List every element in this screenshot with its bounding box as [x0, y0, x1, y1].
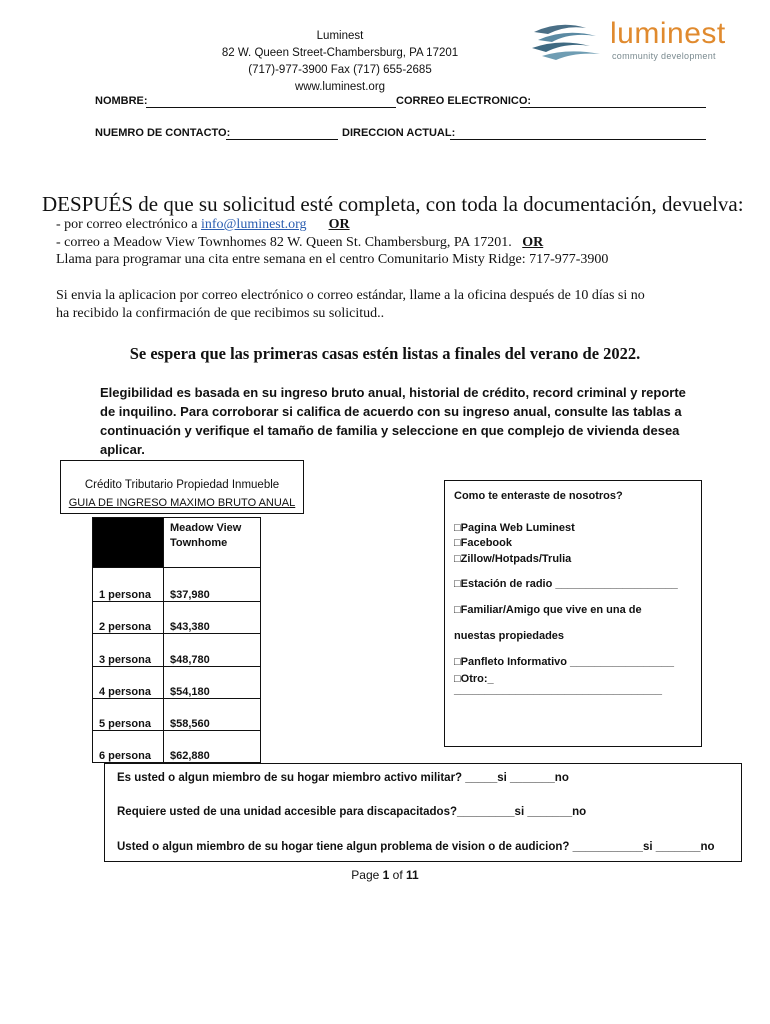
instructions-heading: DESPUÉS de que su solicitud esté completa, con toda la documentación, devuelva:: [42, 192, 744, 216]
option-zillow[interactable]: □Zillow/Hotpads/Trulia: [454, 553, 572, 565]
income-guide-subtitle: GUIA DE INGRESO MAXIMO BRUTO ANUAL: [68, 497, 296, 509]
page-number: [0, 868, 770, 882]
contact-label: NUEMRO DE CONTACTO:: [95, 127, 231, 139]
income-guide-box: [60, 460, 304, 514]
option-facebook[interactable]: □Facebook: [454, 537, 512, 549]
page-current: 1: [382, 868, 390, 882]
questions-box: [104, 763, 742, 862]
instruction-mail-line: [56, 234, 543, 252]
instruction-para-1: Si envia la aplicacion por correo electrónico o correo estándar, llame a la oficina después de 10 días si no: [56, 288, 645, 303]
table-row: [93, 602, 261, 634]
persons-cell: 1 persona: [93, 568, 164, 602]
page-prefix: Page: [351, 868, 383, 882]
amount-cell: $48,780: [164, 634, 261, 667]
table-row: [93, 634, 261, 667]
question-military[interactable]: Es usted o algun miembro de su hogar miembro activo militar? _____si _______no: [117, 772, 569, 784]
eligibility-text: Elegibilidad es basada en su ingreso bruto anual, historial de crédito, record criminal y reporte de inquilino. Para corroborar si califica de acuerdo con su ingreso anual, consulte las tablas a continuación y verifique el tamaño de familia y seleccione en que complejo de vivienda desea aplicar.: [100, 385, 686, 457]
option-friend[interactable]: □Familiar/Amigo que vive en una de: [454, 604, 642, 616]
table-corner: [93, 518, 164, 568]
question-vision-hearing[interactable]: Usted o algun miembro de su hogar tiene algun problema de vision o de audicion? ___________si _______no: [117, 841, 715, 853]
option-radio[interactable]: □Estación de radio ____________________: [454, 578, 678, 590]
address-label: DIRECCION ACTUAL:: [342, 127, 456, 139]
or-label: OR: [522, 235, 544, 250]
email-link[interactable]: info@luminest.org: [200, 217, 307, 232]
persons-cell: 4 persona: [93, 667, 164, 699]
instruction-phone-line: Llama para programar una cita entre semana en el centro Comunitario Misty Ridge: 717-977-3900: [56, 252, 609, 267]
table-row: [93, 699, 261, 731]
email-prefix: - por correo electrónico a: [56, 217, 201, 232]
org-phones: (717)-977-3900 Fax (717) 655-2685: [248, 64, 432, 76]
persons-cell: 6 persona: [93, 731, 164, 763]
amount-cell: $54,180: [164, 667, 261, 699]
instruction-email-line: [56, 216, 350, 234]
persons-cell: 5 persona: [93, 699, 164, 731]
address-field[interactable]: [450, 139, 706, 140]
mail-text: - correo a Meadow View Townhomes 82 W. Queen St. Chambersburg, PA 17201.: [56, 235, 512, 250]
income-guide-title: Crédito Tributario Propiedad Inmueble: [84, 479, 280, 491]
amount-cell: $43,380: [164, 602, 261, 634]
contact-field[interactable]: [226, 139, 338, 140]
column-header: Meadow View Townhome: [164, 518, 261, 568]
other-line[interactable]: __________________________________: [454, 684, 663, 696]
question-accessible[interactable]: Requiere usted de una unidad accesible para discapacitados?_________si _______no: [117, 806, 587, 818]
logo-tagline: community development: [612, 51, 716, 61]
income-table: [92, 517, 261, 763]
org-name: Luminest: [316, 30, 364, 42]
email-field[interactable]: [520, 107, 706, 108]
bird-wings-icon: [530, 20, 605, 64]
persons-cell: 3 persona: [93, 634, 164, 667]
or-label: OR: [328, 217, 350, 232]
expected-date: Se espera que las primeras casas estén listas a finales del verano de 2022.: [129, 344, 641, 363]
page-of: of: [389, 868, 407, 882]
amount-cell: $62,880: [164, 731, 261, 763]
table-row: [93, 667, 261, 699]
option-friend-cont: nuestas propiedades: [454, 630, 565, 642]
instruction-para-2: ha recibido la confirmación de que recibimos su solicitud..: [56, 306, 385, 321]
persons-cell: 2 persona: [93, 602, 164, 634]
amount-cell: $37,980: [164, 568, 261, 602]
org-address: 82 W. Queen Street-Chambersburg, PA 17201: [221, 47, 459, 59]
org-website[interactable]: www.luminest.org: [294, 81, 386, 93]
amount-cell: $58,560: [164, 699, 261, 731]
option-other[interactable]: □Otro:_: [454, 673, 494, 685]
option-website[interactable]: □Pagina Web Luminest: [454, 522, 575, 534]
email-label: CORREO ELECTRONICO:: [396, 95, 532, 107]
referral-title: Como te enteraste de nosotros?: [454, 490, 623, 502]
table-row: [93, 731, 261, 763]
page-total: 11: [406, 868, 419, 882]
table-row: [93, 568, 261, 602]
name-label: NOMBRE:: [95, 95, 148, 107]
logo-name: luminest: [610, 17, 726, 50]
name-field[interactable]: [146, 107, 396, 108]
referral-box: [444, 480, 702, 747]
option-flyer[interactable]: □Panfleto Informativo _________________: [454, 656, 675, 668]
